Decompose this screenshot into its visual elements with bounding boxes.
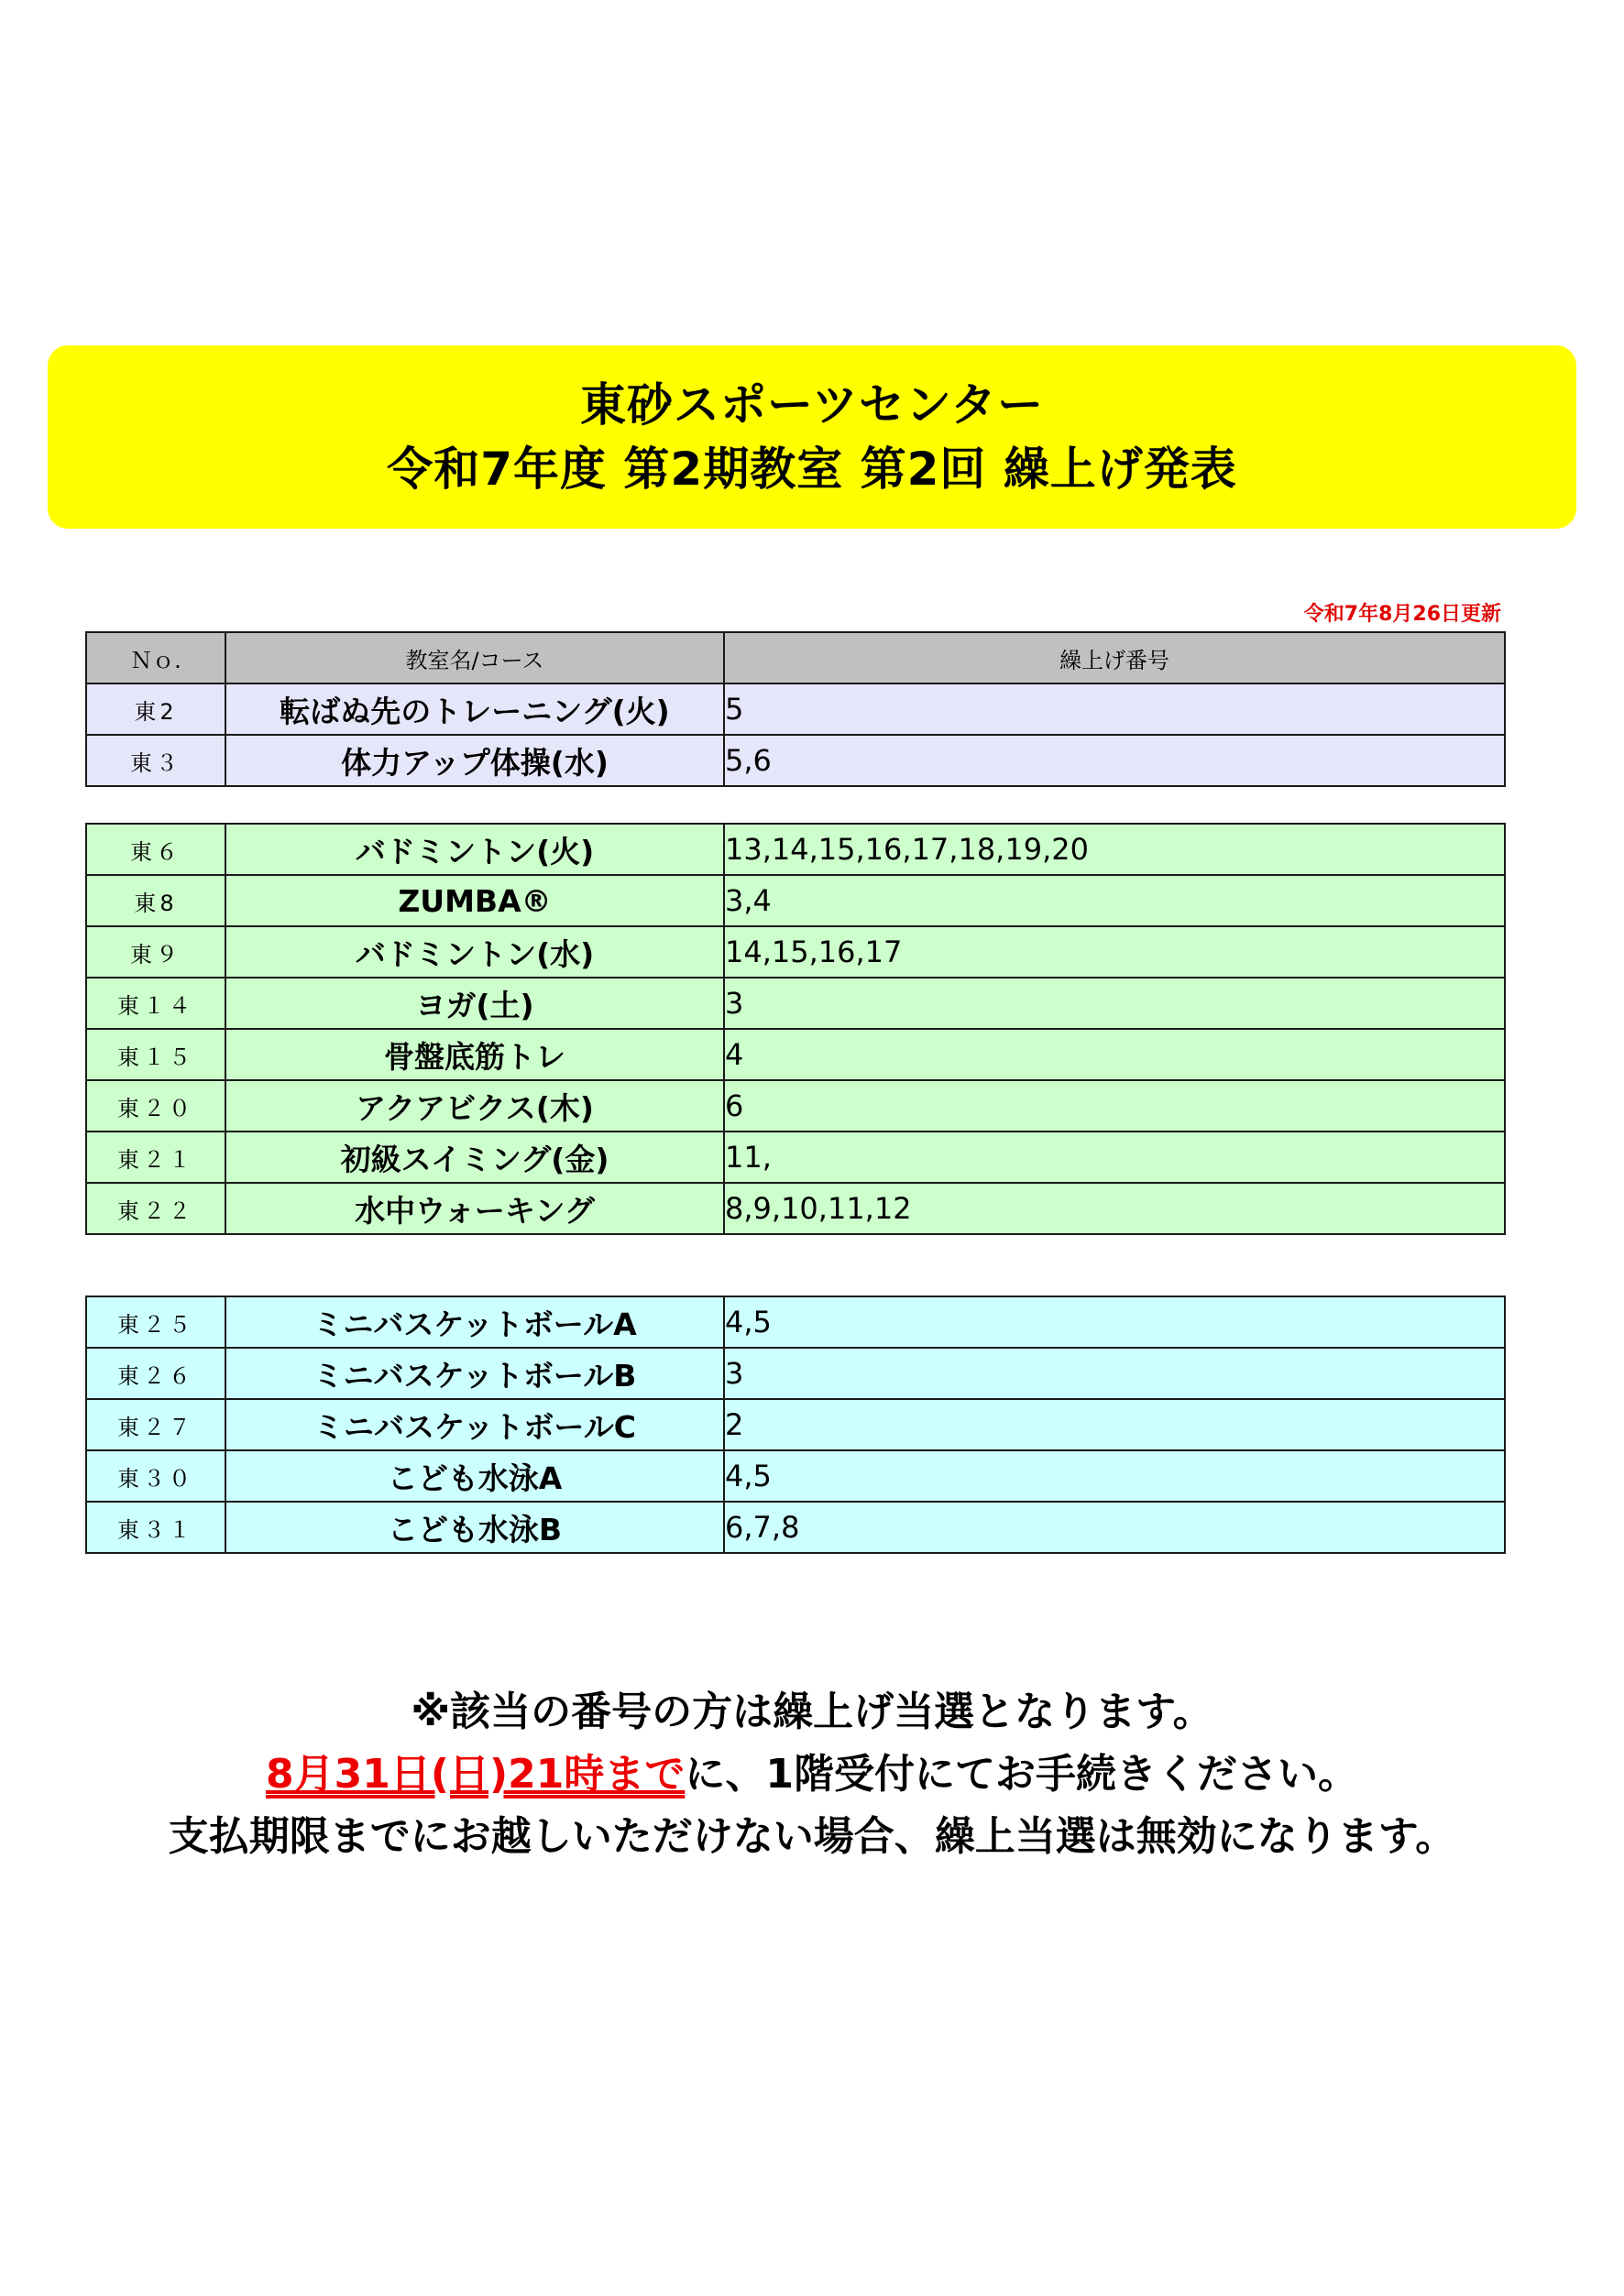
class-no: 東１４: [86, 978, 225, 1029]
waitlist-numbers: 4,5: [724, 1450, 1505, 1502]
class-name: ミニバスケットボールB: [225, 1348, 724, 1399]
table-row: [86, 1296, 1505, 1348]
class-name: 初級スイミング(金): [225, 1132, 724, 1183]
header-no: Ｎｏ.: [86, 632, 225, 683]
table-row: [86, 1029, 1505, 1080]
class-no: 東２１: [86, 1132, 225, 1183]
class-no: 東３０: [86, 1450, 225, 1502]
header-name: 教室名/コース: [225, 632, 724, 683]
deadline-text: 8月31日(日)21時まで: [266, 1751, 686, 1798]
class-name: 骨盤底筋トレ: [225, 1029, 724, 1080]
table-row: [86, 683, 1505, 735]
class-name: ZUMBA®: [225, 875, 724, 926]
title-banner: [48, 345, 1576, 529]
class-no: 東2: [86, 683, 225, 735]
updated-date: 令和7年8月26日更新: [1303, 603, 1501, 626]
class-name: アクアビクス(木): [225, 1080, 724, 1132]
notice-line-3: 支払期限までにお越しいただけない場合、繰上当選は無効になります。: [168, 1813, 1456, 1860]
table-row: [86, 926, 1505, 978]
class-name: 水中ウォーキング: [225, 1183, 724, 1234]
waitlist-numbers: 2: [724, 1399, 1505, 1450]
class-no: 東8: [86, 875, 225, 926]
waitlist-numbers: 4: [724, 1029, 1505, 1080]
class-no: 東９: [86, 926, 225, 978]
table-row: [86, 1450, 1505, 1502]
notice-line-1: ※該当の番号の方は繰上げ当選となります。: [411, 1689, 1213, 1735]
table-row: [86, 1399, 1505, 1450]
table-row: [86, 1132, 1505, 1183]
table-row: [86, 824, 1505, 875]
table-row: [86, 1348, 1505, 1399]
notice-line-2-rest: に、1階受付にてお手続きください。: [685, 1751, 1358, 1798]
table-header: [86, 632, 1505, 683]
class-name: こども水泳A: [225, 1450, 724, 1502]
class-no: 東３１: [86, 1502, 225, 1553]
waitlist-numbers: 11,: [724, 1132, 1505, 1183]
facility-name: 東砂スポーツセンター: [580, 378, 1044, 432]
class-no: 東１５: [86, 1029, 225, 1080]
header-numbers: 繰上げ番号: [724, 632, 1505, 683]
waitlist-numbers: 3,4: [724, 875, 1505, 926]
class-no: 東２０: [86, 1080, 225, 1132]
table-row: [86, 875, 1505, 926]
class-name: 体力アップ体操(水): [225, 735, 724, 786]
announcement-title: 令和7年度 第2期教室 第2回 繰上げ発表: [387, 443, 1237, 496]
waitlist-numbers: 4,5: [724, 1296, 1505, 1348]
table-row: [86, 1183, 1505, 1234]
notice-block: [0, 1681, 1624, 1868]
waitlist-numbers: 5: [724, 683, 1505, 735]
class-no: 東３: [86, 735, 225, 786]
table-row: [86, 1080, 1505, 1132]
class-name: バドミントン(火): [225, 824, 724, 875]
waitlist-numbers: 6,7,8: [724, 1502, 1505, 1553]
table-row: [86, 735, 1505, 786]
waitlist-numbers: 6: [724, 1080, 1505, 1132]
class-no: 東２７: [86, 1399, 225, 1450]
table-row: [86, 1502, 1505, 1553]
class-no: 東６: [86, 824, 225, 875]
class-no: 東２２: [86, 1183, 225, 1234]
class-no: 東２６: [86, 1348, 225, 1399]
waitlist-numbers: 3: [724, 1348, 1505, 1399]
class-name: 転ばぬ先のトレーニング(火): [225, 683, 724, 735]
class-name: こども水泳B: [225, 1502, 724, 1553]
class-no: 東２５: [86, 1296, 225, 1348]
waitlist-numbers: 5,6: [724, 735, 1505, 786]
waitlist-table-group-2: [85, 823, 1506, 1235]
waitlist-table-group-1: [85, 631, 1506, 787]
waitlist-numbers: 8,9,10,11,12: [724, 1183, 1505, 1234]
notice-line-2: [0, 1744, 1624, 1806]
waitlist-numbers: 13,14,15,16,17,18,19,20: [724, 824, 1505, 875]
table-row: [86, 978, 1505, 1029]
class-name: ヨガ(土): [225, 978, 724, 1029]
waitlist-table-group-3: [85, 1296, 1506, 1554]
class-name: バドミントン(水): [225, 926, 724, 978]
waitlist-numbers: 3: [724, 978, 1505, 1029]
waitlist-numbers: 14,15,16,17: [724, 926, 1505, 978]
class-name: ミニバスケットボールA: [225, 1296, 724, 1348]
class-name: ミニバスケットボールC: [225, 1399, 724, 1450]
